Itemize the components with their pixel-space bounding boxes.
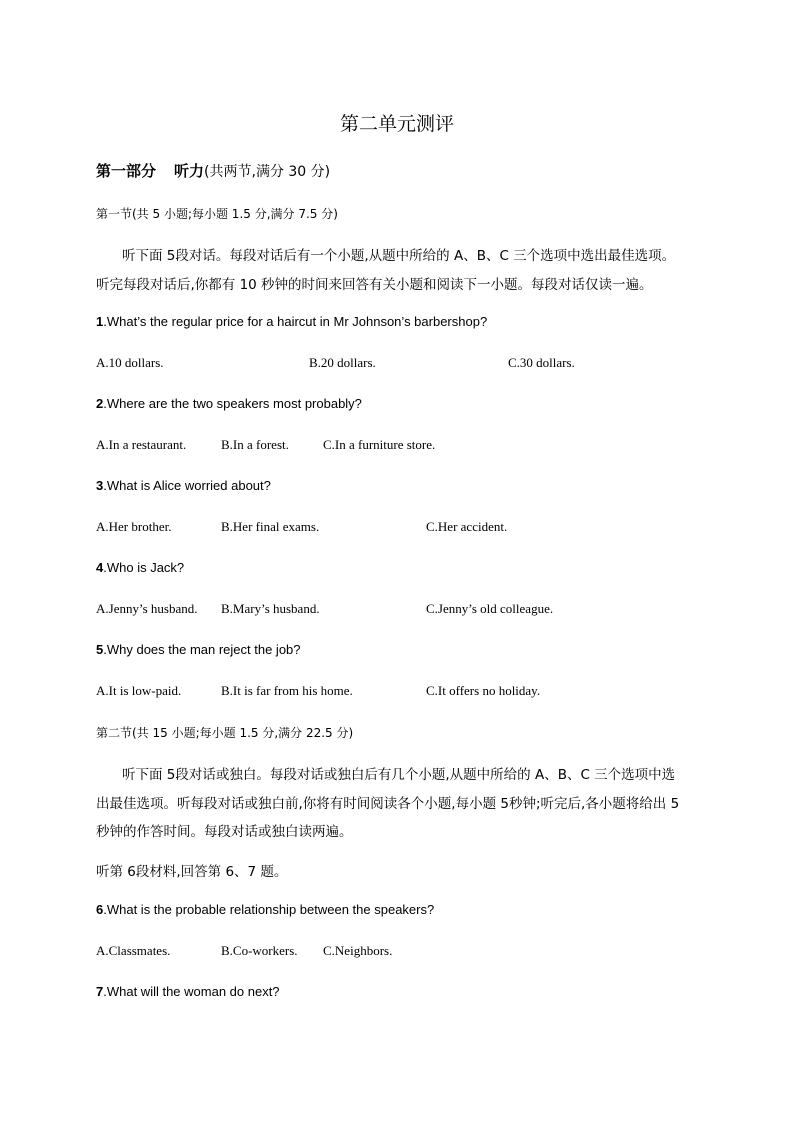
option-a: A.Her brother. bbox=[96, 519, 172, 534]
question-1 bbox=[96, 314, 487, 329]
section2-instruction-line1: 听下面 5段对话或独白。每段对话或独白后有几个小题,从题中所给的 A、B、C 三个选项中选 bbox=[122, 767, 676, 783]
question-7 bbox=[96, 984, 280, 999]
option-c: C.Her accident. bbox=[426, 519, 508, 534]
option-b: B.20 dollars. bbox=[309, 355, 376, 370]
option-a: A.Classmates. bbox=[96, 943, 171, 958]
page-title: 第二单元测评 bbox=[339, 113, 454, 135]
question-number: 7 bbox=[96, 984, 104, 999]
question-number: 3 bbox=[96, 478, 104, 493]
section2-instruction-line3: 秒钟的作答时间。每段对话或独白读两遍。 bbox=[96, 824, 353, 840]
option-a: A.10 dollars. bbox=[96, 355, 164, 370]
material-note: 听第 6段材料,回答第 6、7 题。 bbox=[96, 864, 288, 880]
question-4 bbox=[96, 560, 184, 575]
option-b: B.Mary’s husband. bbox=[221, 601, 320, 616]
option-b: B.Her final exams. bbox=[221, 519, 320, 534]
option-a: A.Jenny’s husband. bbox=[96, 601, 198, 616]
question-5 bbox=[96, 642, 301, 657]
section2-heading: 第二节(共 15 小题;每小题 1.5 分,满分 22.5 分) bbox=[96, 726, 354, 740]
part-note: (共两节,满分 30 分) bbox=[204, 164, 331, 180]
option-c: C.It offers no holiday. bbox=[426, 683, 541, 698]
option-c: C.Jenny’s old colleague. bbox=[426, 601, 554, 616]
question-6 bbox=[96, 902, 434, 917]
section1-heading: 第一节(共 5 小题;每小题 1.5 分,满分 7.5 分) bbox=[96, 207, 338, 221]
question-number: 1 bbox=[96, 314, 104, 329]
option-b: B.Co-workers. bbox=[221, 943, 298, 958]
question-text: .What will the woman do next? bbox=[103, 984, 280, 999]
question-number: 2 bbox=[96, 396, 104, 411]
section1-instruction-line1: 听下面 5段对话。每段对话后有一个小题,从题中所给的 A、B、C 三个选项中选出最佳选项。 bbox=[122, 248, 676, 264]
question-text: .Why does the man reject the job? bbox=[103, 642, 301, 657]
part-label: 第一部分 bbox=[96, 162, 157, 180]
question-text: .Who is Jack? bbox=[103, 560, 185, 575]
section2-instruction-line2: 出最佳选项。听每段对话或独白前,你将有时间阅读各个小题,每小题 5秒钟;听完后,各小题将给出 5 bbox=[96, 796, 680, 812]
question-number: 6 bbox=[96, 902, 104, 917]
question-number: 4 bbox=[96, 560, 104, 575]
option-a: A.It is low-paid. bbox=[96, 683, 182, 698]
question-2 bbox=[96, 396, 362, 411]
option-a: A.In a restaurant. bbox=[96, 437, 187, 452]
question-text: .What is Alice worried about? bbox=[103, 478, 271, 493]
question-text: .Where are the two speakers most probably? bbox=[103, 396, 362, 411]
option-b: B.In a forest. bbox=[221, 437, 289, 452]
option-c: C.Neighbors. bbox=[323, 943, 393, 958]
option-c: C.30 dollars. bbox=[508, 355, 575, 370]
question-number: 5 bbox=[96, 642, 104, 657]
part-name: 听力 bbox=[174, 162, 205, 180]
option-c: C.In a furniture store. bbox=[323, 437, 436, 452]
question-text: .What is the probable relationship between the speakers? bbox=[103, 902, 435, 917]
option-b: B.It is far from his home. bbox=[221, 683, 353, 698]
question-3 bbox=[96, 478, 271, 493]
section1-instruction-line2: 听完每段对话后,你都有 10 秒钟的时间来回答有关小题和阅读下一小题。每段对话仅读一遍。 bbox=[96, 277, 653, 293]
part-heading bbox=[96, 160, 330, 181]
question-text: .What’s the regular price for a haircut in Mr Johnson’s barbershop? bbox=[103, 314, 488, 329]
